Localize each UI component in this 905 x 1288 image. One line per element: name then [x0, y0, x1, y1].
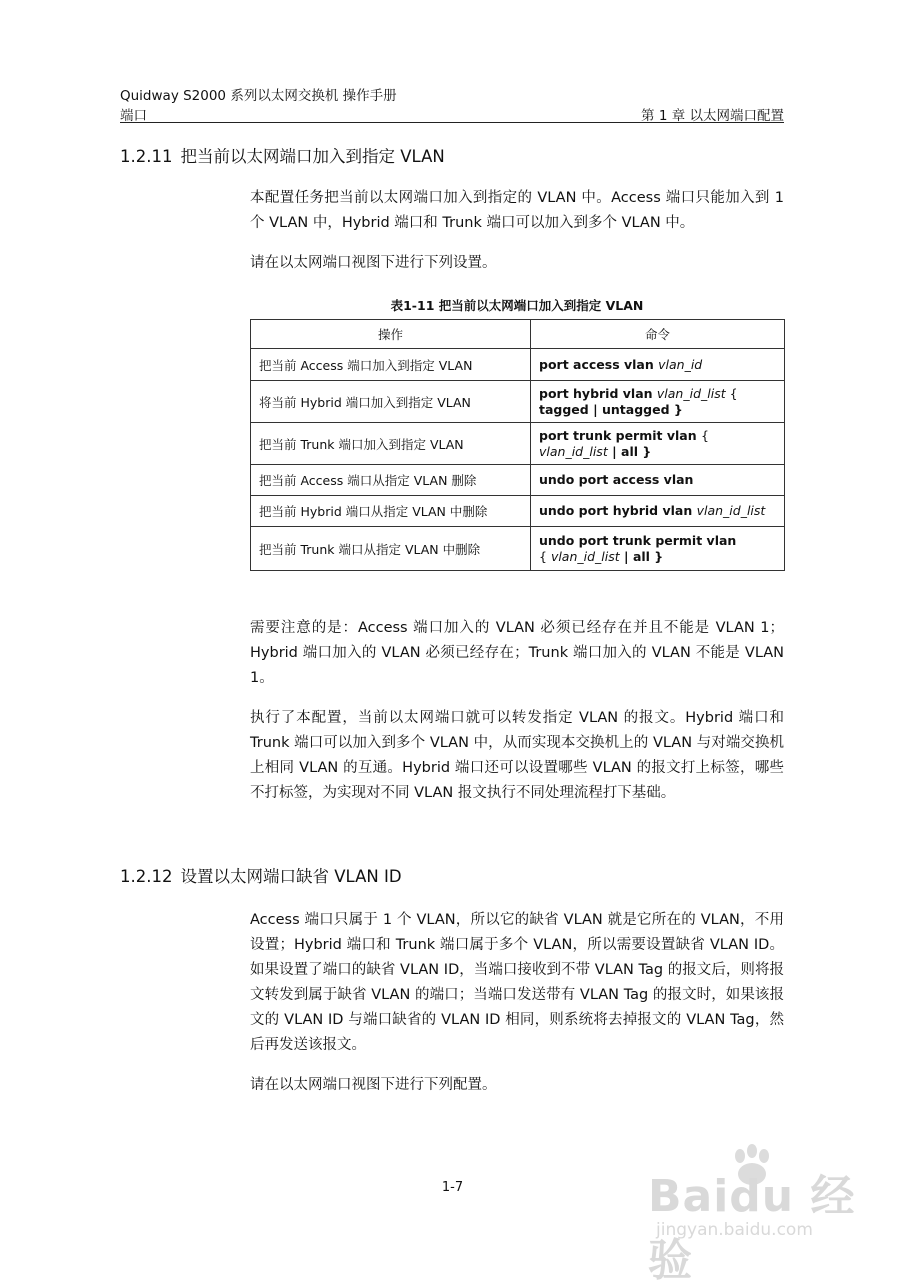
- table-header-row: [251, 320, 785, 349]
- command-cell: [531, 381, 785, 423]
- paragraph: 请在以太网端口视图下进行下列设置。: [250, 255, 497, 271]
- running-header: [120, 104, 784, 123]
- command-param: vlan_id_list: [539, 443, 608, 459]
- paragraph: 请在以太网端口视图下进行下列配置。: [250, 1077, 497, 1093]
- paragraph: 本配置任务把当前以太网端口加入到指定的 VLAN 中。Access 端口只能加入到 1 个 VLAN 中，Hybrid 端口和 Trunk 端口可以加入到多个 VLAN 中。: [250, 190, 784, 231]
- header-chapter: 第 1 章 以太网端口配置: [641, 108, 784, 124]
- table-row: [251, 349, 785, 381]
- command-keyword: port trunk permit vlan: [539, 427, 701, 443]
- command-syntax: {: [700, 427, 709, 443]
- column-header-operation: 操作: [251, 320, 531, 349]
- command-cell: [531, 496, 785, 527]
- table-row: [251, 496, 785, 527]
- watermark-logo: Baidu 经验: [648, 1171, 856, 1286]
- section-heading-1-2-11: [120, 143, 445, 167]
- section-number: 1.2.11: [120, 147, 173, 166]
- operation-cell: 把当前 Trunk 端口加入到指定 VLAN: [251, 423, 531, 465]
- operation-cell: 把当前 Trunk 端口从指定 VLAN 中删除: [251, 527, 531, 571]
- page-number: 1-7: [441, 1180, 464, 1195]
- operation-cell: 把当前 Hybrid 端口从指定 VLAN 中删除: [251, 496, 531, 527]
- command-keyword: port hybrid vlan: [539, 385, 657, 401]
- command-keyword: tagged: [539, 401, 589, 417]
- table-caption: 表1-11 把当前以太网端口加入到指定 VLAN: [390, 298, 644, 313]
- paragraph: Access 端口只属于 1 个 VLAN，所以它的缺省 VLAN 就是它所在的 VLAN，不用设置；Hybrid 端口和 Trunk 端口属于多个 VLAN，所以需要设置缺省 VLAN ID。如果设置了端口的缺省 VLAN ID，当端口接收到不带 VLAN Tag 的报文后，则将报文转发到属于缺省 VLAN 的端口；当端口发送带有 VLAN Tag 的报文时，如果该报文的 VLAN ID 与端口缺省的 VLAN ID 相同，则系统将去掉报文的 VLAN Tag，然后再发送该报文。: [250, 912, 784, 1053]
- table-row: [251, 527, 785, 571]
- command-keyword: | untagged }: [588, 401, 683, 417]
- section-title: 把当前以太网端口加入到指定 VLAN: [180, 147, 445, 166]
- paragraph: 需要注意的是：Access 端口加入的 VLAN 必须已经存在并且不能是 VLAN 1；Hybrid 端口加入的 VLAN 必须已经存在；Trunk 端口加入的 VLAN 不能是 VLAN 1。: [250, 620, 784, 686]
- section-heading-1-2-12: [120, 863, 402, 887]
- command-cell: [531, 349, 785, 381]
- operation-cell: 把当前 Access 端口加入到指定 VLAN: [251, 349, 531, 381]
- command-param: vlan_id_list: [696, 503, 766, 518]
- command-syntax: {: [725, 385, 738, 401]
- command-keyword: | all }: [619, 548, 664, 564]
- baidu-watermark: [648, 1142, 868, 1286]
- command-keyword: | all }: [607, 443, 652, 459]
- section-title: 设置以太网端口缺省 VLAN ID: [180, 867, 402, 886]
- column-header-command: 命令: [531, 320, 785, 349]
- command-syntax: {: [539, 548, 551, 564]
- command-keyword: undo port access vlan: [539, 472, 694, 487]
- doc-title: Quidway S2000 系列以太网交换机 操作手册: [120, 88, 397, 104]
- command-table: [250, 319, 785, 571]
- command-cell: [531, 465, 785, 496]
- table-row: [251, 465, 785, 496]
- table-row: [251, 381, 785, 423]
- paragraph: 执行了本配置，当前以太网端口就可以转发指定 VLAN 的报文。Hybrid 端口和 Trunk 端口可以加入到多个 VLAN 中，从而实现本交换机上的 VLAN 与对端交换机上相同 VLAN 的互通。Hybrid 端口还可以设置哪些 VLAN 的报文打上标签，哪些不打标签，为实现对不同 VLAN 报文执行不同处理流程打下基础。: [250, 710, 784, 801]
- watermark-url: jingyan.baidu.com: [656, 1220, 813, 1240]
- table-row: [251, 423, 785, 465]
- command-keyword: port access vlan: [539, 356, 659, 372]
- operation-cell: 把当前 Access 端口从指定 VLAN 删除: [251, 465, 531, 496]
- operation-cell: 将当前 Hybrid 端口加入到指定 VLAN: [251, 381, 531, 423]
- command-cell: [531, 527, 785, 571]
- command-param: vlan_id: [658, 356, 703, 372]
- command-keyword: undo port hybrid vlan: [539, 503, 697, 518]
- command-param: vlan_id_list: [656, 385, 726, 401]
- command-cell: [531, 423, 785, 465]
- command-keyword: undo port trunk permit vlan: [539, 532, 737, 548]
- header-section-left: 端口: [120, 108, 147, 124]
- section-number: 1.2.12: [120, 867, 173, 886]
- command-param: vlan_id_list: [550, 548, 620, 564]
